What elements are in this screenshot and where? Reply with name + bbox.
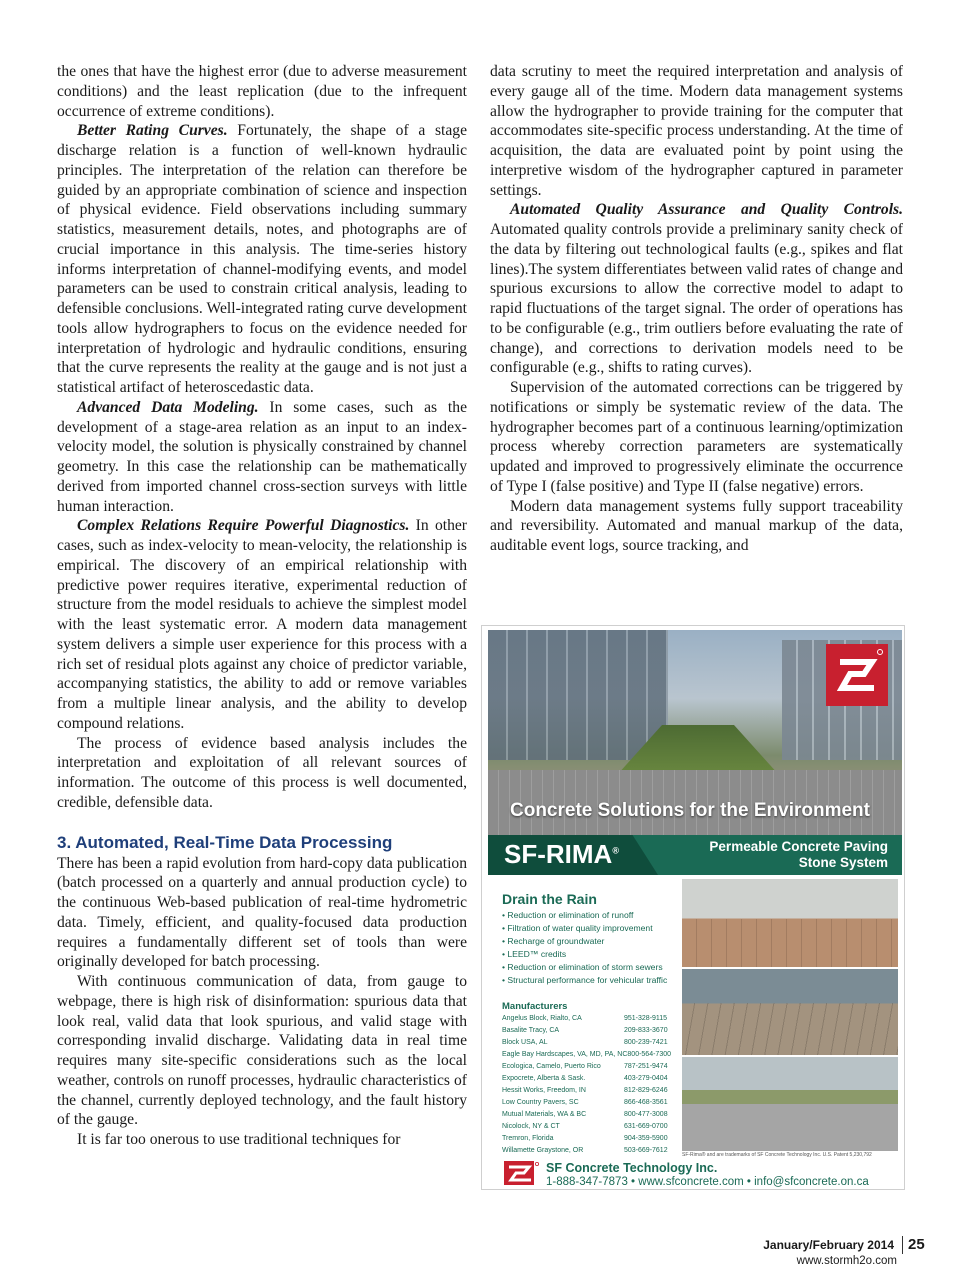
list-item <box>502 1013 672 1025</box>
paragraph <box>57 516 467 733</box>
ad-photo-stack <box>682 879 898 1151</box>
list-item <box>502 1061 672 1073</box>
list-item: • Filtration of water quality improvement <box>502 923 653 934</box>
paragraph-body: In some cases, such as the development of a stage-area relation as an input to an index-velocity model, the solution is physically constrained by channel geometry. In this case the relationship can be mathematically derived from imported channel cross-section surveys with little human interaction. <box>57 398 467 515</box>
paving-photo <box>682 879 898 967</box>
manufacturer-phone: 503-669-7612 <box>624 1147 668 1154</box>
manufacturer-phone: 800-239-7421 <box>624 1039 668 1046</box>
manufacturer-name: Low Country Pavers, SC <box>502 1099 579 1106</box>
manufacturer-name: Hessit Works, Freedom, IN <box>502 1087 586 1094</box>
company-contact: 1-888-347-7873 • www.sfconcrete.com • info@sfconcrete.on.ca <box>546 1176 869 1188</box>
manufacturer-name: Mutual Materials, WA & BC <box>502 1111 587 1118</box>
paragraph: Supervision of the automated corrections can be triggered by notifications or simply be systematic review of the data. The hydrographer becomes part of a continuous learning/optimization process whereby correction parameters are systematically updated and improved to progressively eliminate the occurrence of Type I (false positive) and Type II (false negative) errors. <box>490 379 903 495</box>
manufacturer-name: Willamette Graystone, OR <box>502 1147 584 1154</box>
manufacturer-name: Block USA, AL <box>502 1039 548 1046</box>
issue-date: January/February 2014 <box>763 1238 894 1252</box>
manufacturer-name: Basalite Tracy, CA <box>502 1027 560 1034</box>
manufacturer-phone: 209-833-3670 <box>624 1027 668 1034</box>
manufacturer-phone: 787-251-9474 <box>624 1063 668 1070</box>
paragraph: With continuous communication of data, from gauge to webpage, there is high risk of disinformation: spurious data that look real, valid data that look spurious, and valid stage with corresponding invalid discharge. Validating data in real time requires many site-specific considerations such as the local weather, controls on runoff processes, hydraulic characteristics of the channel, currently deployed technology, and the fault history of the gauge. <box>57 973 467 1129</box>
run-in-heading: Automated Quality Assurance and Quality Controls. <box>510 201 903 219</box>
ad-hero-photo <box>488 630 902 858</box>
run-in-heading: Better Rating Curves. <box>77 122 228 140</box>
paragraph <box>57 398 467 517</box>
ad-drain-title: Drain the Rain <box>502 891 597 907</box>
right-column <box>490 62 903 556</box>
parking-lot-photo <box>682 1057 898 1151</box>
manufacturer-phone: 800-564-7300 <box>627 1051 671 1058</box>
page-number: 25 <box>908 1236 925 1253</box>
paragraph-body: Automated quality controls provide a preliminary sanity check of the data by filtering out technological faults (e.g., spikes and flat lines).The system differentiates between valid rates of change and spurious excursions to allow the corrective model to adapt to rapid fluctuations of the target signal. The order of operations has to be configurable (e.g., trim outliers before evaluating the rate of change), and corrections to derivation models need to be configurable (e.g., shifts to rating curves). <box>490 221 903 377</box>
company-name: SF Concrete Technology Inc. <box>546 1161 718 1175</box>
ad-product-name <box>678 839 888 871</box>
list-item <box>502 1133 672 1145</box>
paragraph: The process of evidence based analysis includes the interpretation and exploitation of all relevant sources of information. The outcome of this process is well documented, credible, defensible data. <box>57 734 467 811</box>
list-item <box>502 1037 672 1049</box>
website-url: www.stormh2o.com <box>796 1255 897 1267</box>
ad-brand-bar <box>488 835 902 875</box>
ad-brand <box>504 839 619 870</box>
left-column <box>57 62 467 1150</box>
paragraph: data scrutiny to meet the required interpretation and analysis of every gauge all of the time. Modern data management systems allow the hydrographer to provide training for the computer that accommodates site-specific process understanding. At the time of acquisition, the data are evaluated point by point using the interpretive wisdom of the hydrographer captured in parameter settings. <box>490 63 903 199</box>
paragraph-body: Fortunately, the shape of a stage discharge relation is a function of well-known hydraulic principles. The interpretation of the relation can therefore be guided by an appropriate combination of science and inspection of physical evidence. Field observations including summary statistics, measurement details, notes, and photographs are of crucial importance in this analysis. The time-series history informs interpretation of channel-modifying events, and model parameters can be used to constrain critical analysis, leading to defensible conclusions. Well-integrated rating curve development tools allow hydrographers to focus on the evidence needed for interpretation of hydrologic and hydraulic conditions, ensuring that the curve represents the reality at the gauge and is not just a statistical artifact of heteroscedastic data. <box>57 122 467 396</box>
trademark-note: SF-Rima® and are trademarks of SF Concrete Technology Inc. U.S. Patent 5,230,792 <box>682 1152 872 1158</box>
manufacturer-phone: 866-468-3561 <box>624 1099 668 1106</box>
manufacturer-phone: 403-279-0404 <box>624 1075 668 1082</box>
product-line: Permeable Concrete Paving <box>709 839 888 854</box>
list-item <box>502 1025 672 1037</box>
list-item <box>502 1109 672 1121</box>
brand-name: SF-RIMA <box>504 839 613 869</box>
list-item: • Reduction or elimination of runoff <box>502 910 634 920</box>
advertisement <box>481 625 905 1190</box>
list-item <box>502 1073 672 1085</box>
section-heading: 3. Automated, Real-Time Data Processing <box>57 832 393 852</box>
manufacturer-name: Angelus Block, Rialto, CA <box>502 1015 582 1022</box>
ad-benefits-list <box>502 909 692 988</box>
list-item <box>502 1049 672 1061</box>
manufacturer-name: Eagle Bay Hardscapes, VA, MD, PA, NC <box>502 1051 628 1058</box>
building-image <box>488 630 668 760</box>
manufacturers-title: Manufacturers <box>502 1001 568 1012</box>
list-item: • Structural performance for vehicular traffic <box>502 975 668 986</box>
paragraph-body: In other cases, such as index-velocity to mean-velocity, the relationship is empirical. The discovery of an empirical relationship with predictive power requires iterative, experimental reduction of structure from the model residuals to achieve the simplest model with the least systematic error. A modern data management system delivers a simple user experience for this process with a rich set of residual plots against any choice of predictor variable, accompanying statistics, the ability to add or remove variables from a multiple linear analysis, and the ability to develop compound relations. <box>57 517 467 732</box>
manufacturer-phone: 951-328-9115 <box>624 1015 668 1022</box>
manufacturer-phone: 800-477-3008 <box>624 1111 668 1118</box>
registered-mark: ® <box>612 845 619 856</box>
manufacturer-phone: 904-359-5900 <box>624 1135 668 1142</box>
list-item: • Recharge of groundwater <box>502 936 605 947</box>
paragraph: Modern data management systems fully support traceability and reversibility. Automated and manual markup of the data, auditable event logs, source tracking, and <box>490 497 903 554</box>
paragraph <box>490 200 903 378</box>
paragraph: There has been a rapid evolution from hard-copy data publication (batch processed on a quarterly and annual production cycle) to the continuous Web-based publication of real-time hydrometric data. Timely, efficient, and quality-focused data production requires a fundamentally different set of tools than were originally developed for batch processing. <box>57 854 467 971</box>
ad-tagline: Concrete Solutions for the Environment <box>510 800 870 821</box>
footer-divider <box>902 1236 903 1254</box>
sf-logo-icon <box>826 644 888 706</box>
manufacturer-name: Expocrete, Alberta & Sask. <box>502 1075 586 1082</box>
list-item <box>502 1085 672 1097</box>
paragraph <box>57 121 467 398</box>
list-item <box>502 1121 672 1133</box>
manufacturer-name: Ecologica, Camelo, Puerto Rico <box>502 1063 601 1070</box>
paving-photo <box>682 969 898 1055</box>
product-line: Stone System <box>798 855 888 870</box>
run-in-heading: Advanced Data Modeling. <box>77 398 259 416</box>
list-item: • Reduction or elimination of storm sewers <box>502 962 663 973</box>
run-in-heading: Complex Relations Require Powerful Diagnostics. <box>77 517 410 535</box>
manufacturer-phone: 812-829-6246 <box>624 1087 668 1094</box>
sf-concrete-logo-icon <box>504 1161 540 1185</box>
manufacturer-phone: 631-669-0700 <box>624 1123 668 1130</box>
paragraph: the ones that have the highest error (due to adverse measurement conditions) and the least replication (due to the infrequent occurrence of extreme conditions). <box>57 63 467 120</box>
list-item: • LEED™ credits <box>502 949 567 960</box>
manufacturer-name: Tremron, Florida <box>502 1135 554 1142</box>
paragraph: It is far too onerous to use traditional techniques for <box>77 1131 401 1148</box>
list-item <box>502 1145 672 1157</box>
manufacturer-name: Nicolock, NY & CT <box>502 1123 560 1130</box>
list-item <box>502 1097 672 1109</box>
manufacturers-list <box>502 1013 672 1157</box>
